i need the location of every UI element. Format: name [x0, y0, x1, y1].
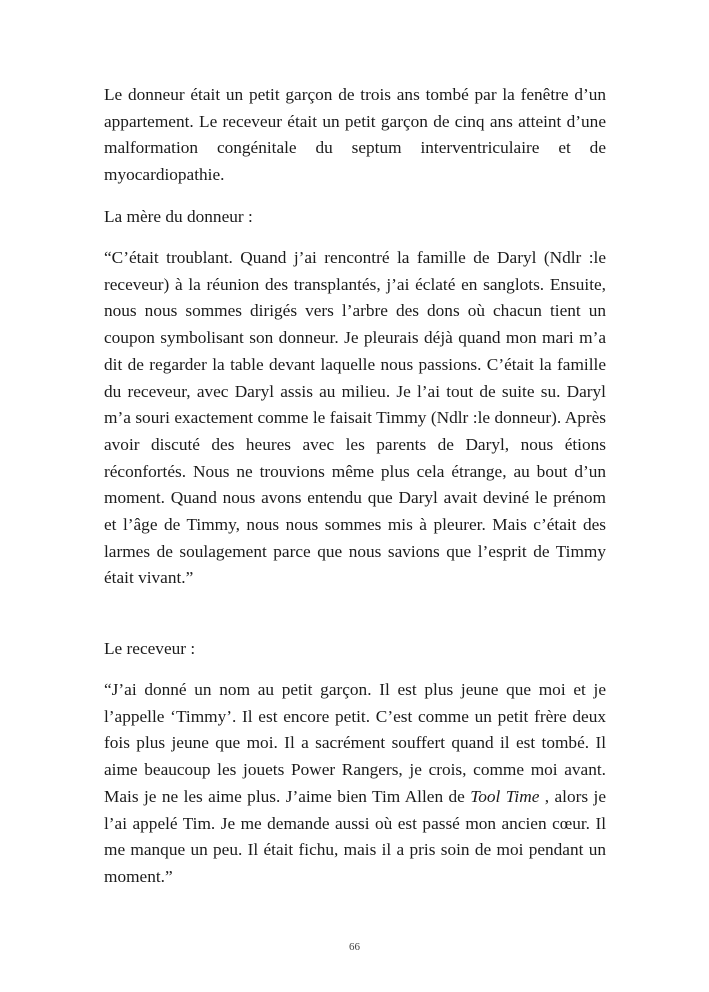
paragraph-donor-mother-quote — [104, 245, 606, 592]
paragraph-text: La mère du donneur : — [104, 207, 253, 226]
paragraph-text: Le donneur était un petit garçon de trois ans tombé par la fenêtre d’un appartement. Le receveur était un petit garçon de cinq ans atteint d’une malformation congénitale du septum interventriculaire et de myocardiopathie. — [104, 85, 606, 185]
page-number: 66 — [349, 941, 360, 953]
paragraph-donor-recipient-intro — [104, 82, 606, 189]
quote-text-start: “J’ai donné un nom au petit garçon. Il est plus jeune que moi et je l’appelle ‘Timmy’. Il est encore petit. C’est comme un petit frère deux fois plus jeune que moi. Il a sacrément souffert quand il est tombé. Il aime beaucoup les jouets Power Rangers, je crois, comme moi avant. Mais je ne les aime plus. J’aime bien Tim Allen de — [104, 680, 606, 806]
paragraph-donor-mother-heading — [104, 204, 606, 231]
paragraph-text — [104, 677, 606, 891]
paragraph-recipient-quote — [104, 677, 606, 891]
paragraph-text: “C’était troublant. Quand j’ai rencontré la famille de Daryl (Ndlr :le receveur) à la réunion des transplantés, j’ai éclaté en sanglots. Ensuite, nous nous sommes dirigés vers l’arbre des dons où chacun tient un coupon symbolisant son donneur. Je pleurais déjà quand mon mari m’a dit de regarder la table devant laquelle nous passions. C’était la famille du receveur, avec Daryl assis au milieu. Je l’ai tout de suite su. Daryl m’a souri exactement comme le faisait Timmy (Ndlr :le donneur). Après avoir discuté des heures avec les parents de Daryl, nous étions réconfortés. Nous ne trouvions même plus cela étrange, au bout d’un moment. Quand nous avons entendu que Daryl avait deviné le prénom et l’âge de Timmy, nous nous sommes mis à pleurer. Mais c’était des larmes de soulagement parce que nous savions que l’esprit de Timmy était vivant.” — [104, 248, 606, 588]
quote-text-end: , alors je l’ai appelé Tim. Je me demande aussi où est passé mon ancien cœur. Il me manque un peu. Il était fichu, mais il a pris soin de moi pendant un moment.” — [104, 786, 606, 886]
paragraph-recipient-heading — [104, 636, 606, 663]
italic-show-title: Tool Time — [470, 786, 540, 806]
paragraph-text: Le receveur : — [104, 639, 196, 658]
